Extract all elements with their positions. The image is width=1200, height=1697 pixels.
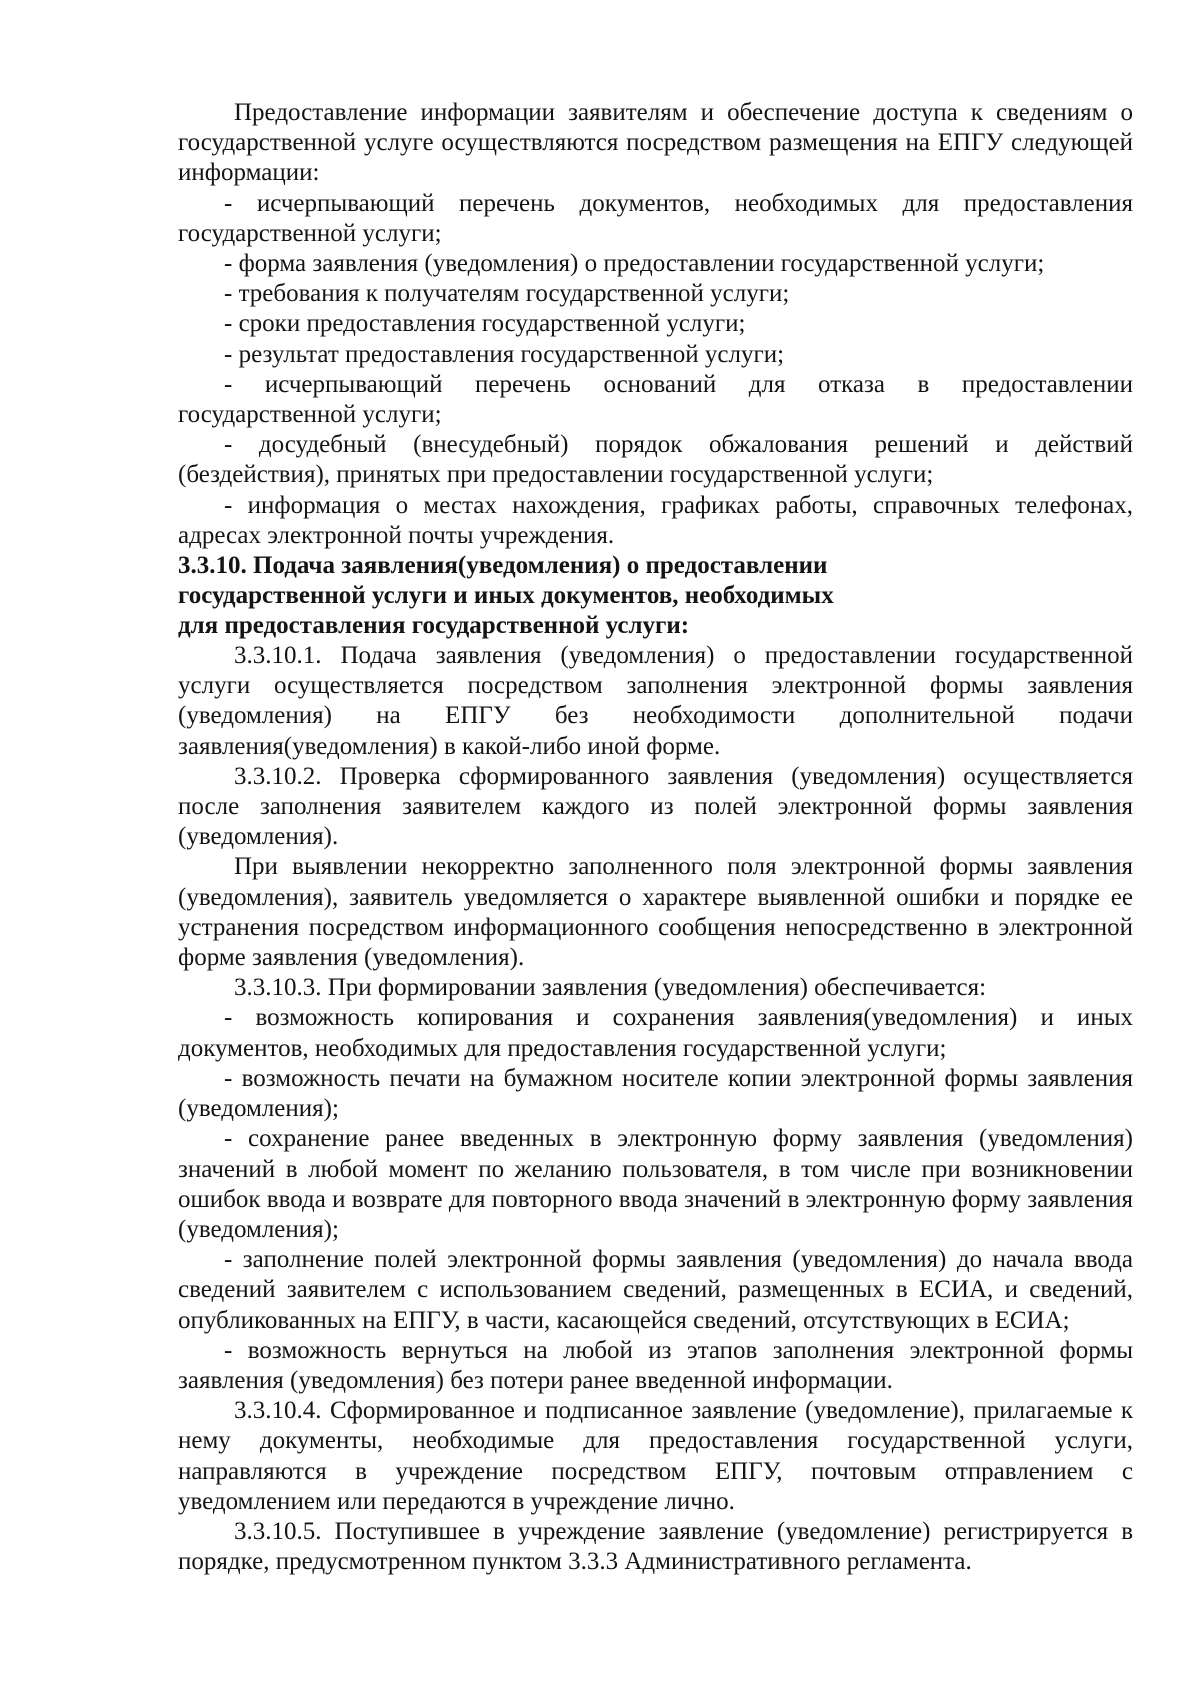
paragraph-3-3-10-3: 3.3.10.3. При формировании заявления (уведомления) обеспечивается: bbox=[234, 974, 987, 1002]
info-list-item: - досудебный (внесудебный) порядок обжалования решений и действий (бездействия), принятых при предоставлении государственной услуги; bbox=[178, 431, 1133, 489]
paragraph-3-3-10-2: 3.3.10.2. Проверка сформированного заявления (уведомления) осуществляется после заполнения заявителем каждого из полей электронной формы заявления (уведомления). bbox=[178, 762, 1133, 851]
paragraph-3-3-10-5: 3.3.10.5. Поступившее в учреждение заявление (уведомление) регистрируется в порядке, предусмотренном пунктом 3.3.3 Административного регламента. bbox=[178, 1517, 1133, 1576]
heading-line: государственной услуги и иных документов, необходимых bbox=[178, 582, 834, 610]
info-list-item: - информация о местах нахождения, графиках работы, справочных телефонах, адресах электронной почты учреждения. bbox=[178, 491, 1133, 549]
intro-paragraph: Предоставление информации заявителям и обеспечение доступа к сведениям о государственной услуге осуществляются посредством размещения на ЕПГУ следующей информации: bbox=[178, 99, 1133, 187]
paragraph-3-3-10-1: 3.3.10.1. Подача заявления (уведомления) о предоставлении государственной услуги осуществляется посредством заполнения электронной формы заявления (уведомления) на ЕПГУ без необходимости дополнительной подачи заявления(уведомления) в какой-либо иной форме. bbox=[178, 642, 1133, 760]
info-list-item: - результат предоставления государственной услуги; bbox=[224, 340, 785, 368]
info-list-item: - форма заявления (уведомления) о предоставлении государственной услуги; bbox=[224, 250, 1045, 278]
form-list-item: - заполнение полей электронной формы заявления (уведомления) до начала ввода сведений заявителем с использованием сведений, размещенных в ЕСИА, и сведений, опубликованных на ЕПГУ, в части, касающейся сведений, отсутствующих в ЕСИА; bbox=[178, 1246, 1133, 1334]
document-page bbox=[178, 98, 1133, 1577]
heading-line: 3.3.10. Подача заявления(уведомления) о предоставлении bbox=[178, 552, 828, 580]
form-list-item: - возможность печати на бумажном носителе копии электронной формы заявления (уведомления); bbox=[178, 1064, 1133, 1123]
form-list-item: - возможность копирования и сохранения заявления(уведомления) и иных документов, необходимых для предоставления государственной услуги; bbox=[178, 1004, 1133, 1062]
paragraph-3-3-10-4: 3.3.10.4. Сформированное и подписанное заявление (уведомление), прилагаемые к нему документы, необходимые для предоставления государственной услуги, направляются в учреждение посредством ЕПГУ, почтовым отправлением с уведомлением или передаются в учреждение лично. bbox=[178, 1397, 1133, 1515]
form-list-item: - возможность вернуться на любой из этапов заполнения электронной формы заявления (уведомления) без потери ранее введенной информации. bbox=[178, 1336, 1133, 1394]
paragraph-incorrect-field: При выявлении некорректно заполненного поля электронной формы заявления (уведомления), заявитель уведомляется о характере выявленной ошибки и порядке ее устранения посредством информационного сообщения непосредственно в электронной форме заявления (уведомления). bbox=[178, 853, 1133, 972]
info-list-item: - сроки предоставления государственной услуги; bbox=[224, 310, 746, 338]
info-list-item: - исчерпывающий перечень документов, необходимых для предоставления государственной услуги; bbox=[178, 189, 1133, 247]
info-list-item: - требования к получателям государственной услуги; bbox=[224, 280, 790, 308]
heading-line: для предоставления государственной услуги: bbox=[178, 612, 690, 640]
info-list-item: - исчерпывающий перечень оснований для отказа в предоставлении государственной услуги; bbox=[178, 370, 1133, 429]
section-heading bbox=[178, 551, 1133, 641]
form-list-item: - сохранение ранее введенных в электронную форму заявления (уведомления) значений в любой момент по желанию пользователя, в том числе при возникновении ошибок ввода и возврате для повторного ввода значений в электронную форму заявления (уведомления); bbox=[178, 1125, 1133, 1243]
